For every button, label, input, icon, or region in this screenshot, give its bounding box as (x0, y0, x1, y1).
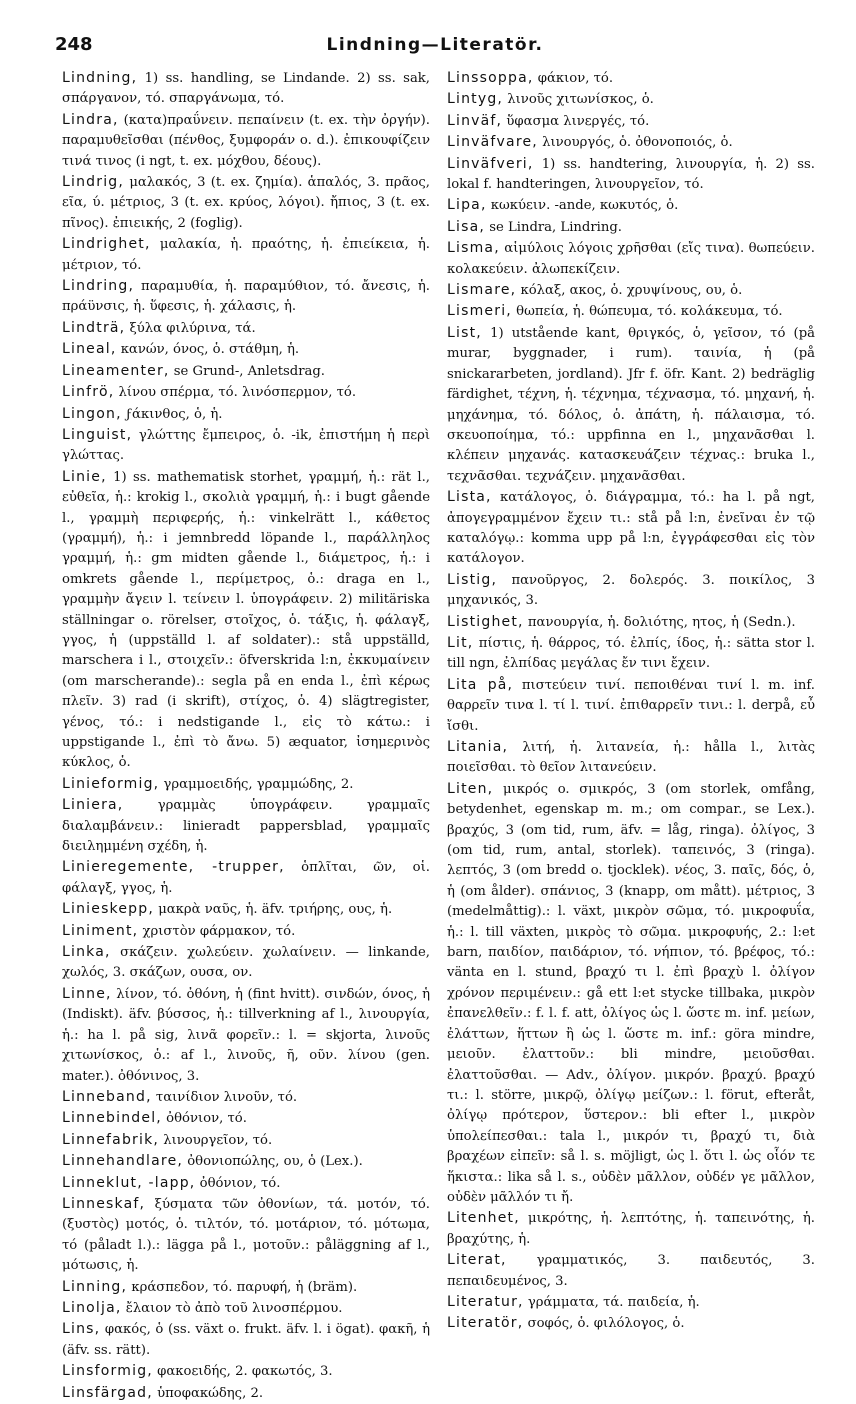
entry-headword: Literatur, (447, 1293, 524, 1310)
entry-headword: Listig, (447, 571, 498, 588)
entry-definition: φακός, ὁ (ss. växt o. frukt. äfv. l. i ögat). φακῆ, ἡ (äfv. ss. rätt). (62, 1322, 430, 1358)
entry-definition: ἔλαιον τὸ ἀπὸ τοῦ λινοσπέρμου. (121, 1300, 343, 1316)
dictionary-entry (62, 318, 430, 339)
dictionary-entry (447, 154, 815, 196)
entry-definition: σκάζειν. χωλεύειν. χωλαίνειν. — linkande, χωλός, 3. σκάζων, ουσα, ον. (62, 945, 430, 981)
dictionary-entry (62, 1108, 430, 1129)
entry-definition: se Grund-, Anletsdrag. (169, 363, 326, 379)
entry-headword: List, (447, 324, 482, 341)
entry-definition: γράμματα, τά. παιδεία, ἡ. (523, 1294, 700, 1310)
dictionary-entry (62, 339, 430, 360)
entry-headword: Linieskepp, (62, 901, 155, 918)
dictionary-entry (62, 1194, 430, 1277)
dictionary-entry (62, 1173, 430, 1194)
entry-definition: (κατα)πραΰνειν. πεπαίνειν (t. ex. τὴν ὀργήν). παραμυθεῖσθαι (πένθος, ξυμφοράν o. d.). ἐπικουφίζειν τινά τινος (i ngt, t. ex. μόχθου, δέους). (62, 112, 430, 169)
entry-definition: λινουργός, ὁ. ὀθονοποιός, ὁ. (537, 135, 733, 151)
entry-headword: Literat, (447, 1252, 507, 1269)
dictionary-entry (62, 774, 430, 795)
entry-definition: μακρὰ ναῦς, ἡ. äfv. τριήρης, ους, ἡ. (154, 902, 393, 918)
entry-headword: Liten, (447, 780, 494, 797)
dictionary-entry (447, 89, 815, 110)
running-head: Lindning—Literatör. (326, 35, 544, 55)
dictionary-entry (62, 1361, 430, 1382)
entry-headword: Lisa, (447, 218, 486, 235)
entry-definition: λίνον, τό. ὀθόνη, ἡ (fint hvitt). σινδών, όνος, ἡ (Indiskt). äfv. βύσσος, ἡ.: tillverkning af l., λινουργία, ἡ.: ha l. på sig, λινᾶ φορεῖν.: l. = skjorta, λινοῦς χιτωνίσκος, ὁ.: af l., λινοῦς, ῆ, οῦν. λίνου (gen. mater.). ὀθόνινος, 3. (62, 986, 430, 1084)
entry-headword: Lindning, (62, 70, 138, 86)
entry-headword: Lipa, (447, 197, 487, 214)
entry-headword: Linka, (62, 944, 111, 961)
entry-headword: Linnefabrik, (62, 1131, 160, 1148)
entry-definition: θωπεία, ἡ. θώπευμα, τό. κολάκευμα, τό. (511, 304, 783, 320)
entry-headword: Linneband, (62, 1088, 152, 1105)
dictionary-entry (62, 234, 430, 276)
entry-headword: Lindrig, (62, 174, 125, 191)
page-number: 248 (55, 34, 93, 55)
entry-definition: κωκύειν. -ande, κωκυτός, ὁ. (486, 198, 679, 214)
dictionary-entry (62, 276, 430, 318)
entry-definition: πανουργία, ἡ. δολιότης, ητος, ἡ (Sedn.). (523, 614, 796, 630)
entry-headword: Lindra, (62, 111, 119, 128)
dictionary-entry (447, 487, 815, 570)
entry-headword: Lisma, (447, 240, 500, 257)
dictionary-entry (62, 1151, 430, 1172)
dictionary-entry (447, 323, 815, 487)
entry-definition: αἱμύλοις λόγοις χρῆσθαι (εἴς τινα). θωπεύειν. κολακεύειν. ἀλωπεκίζειν. (447, 241, 815, 277)
entry-headword: Linning, (62, 1278, 128, 1295)
entry-definition: ξύσματα τῶν ὀθονίων, τά. μοτόν, τό. (ξυστὸς) μοτός, ὁ. τιλτόν, τό. μοτάριον, τό. μότωμα, τό (påladt l.).: lägga på l., μοτοῦν.: påläggning af l., μότωσις, ἡ. (62, 1196, 430, 1274)
entry-headword: Linieformig, (62, 775, 160, 792)
entry-definition: 1) utstående kant, θριγκός, ὁ, γεῖσον, τό (på murar, byggnader, i rum). ταινία, ἡ (på snickararbeten, jordland). Jfr f. öfr. Kant. 2) bedräglig färdighet, τέχνη, ἡ. τέχνημα, τέχνασμα, τό. μηχανή, ἡ. μηχάνημα, τό. δόλος, ὁ. ἀπάτη, ἡ. πάλαισμα, τό. σκευοποίημα, τό.: uppfinna en l., μηχανᾶσθαι l. κλέπειν μηχανάς. κατασκευάζειν τέχνας.: bruka l., τεχνᾶσθαι. τεχνάζειν. μηχανᾶσθαι. (447, 325, 815, 484)
dictionary-entry (447, 1313, 815, 1334)
entry-definition: λίνου σπέρμα, τό. λινόσπερμον, τό. (114, 385, 357, 401)
entry-headword: Linneskaf, (62, 1195, 146, 1212)
entry-definition: πανοῦργος, 2. δολερός. 3. ποικίλος, 3 μηχανικός, 3. (447, 572, 815, 609)
entry-headword: Litania, (447, 739, 509, 755)
entry-definition: ὀθόνιον, τό. (195, 1175, 281, 1191)
entry-definition: γραμμὰς ὑπογράφειν. γραμμαῖς διαλαμβάνειν.: linieradt pappersblad, γραμμαῖς διειλημμένη σχέδη, ἡ. (62, 798, 430, 855)
entry-definition: γραμμοειδής, γραμμώδης, 2. (159, 776, 354, 792)
entry-definition: 1) ss. handtering, λινουργία, ἡ. 2) ss. lokal f. handteringen, λινουργεῖον, τό. (447, 156, 815, 193)
dictionary-entry (62, 382, 430, 403)
page-header (55, 34, 815, 58)
entry-definition: φακοειδής, 2. φακωτός, 3. (152, 1364, 333, 1380)
entry-headword: Literatör, (447, 1315, 524, 1332)
entry-definition: ὀθόνιον, τό. (161, 1111, 247, 1127)
dictionary-entry (447, 217, 815, 238)
entry-definition: ὀθονιοπώλης, ου, ὁ (Lex.). (183, 1154, 363, 1170)
dictionary-entry (62, 467, 430, 774)
entry-headword: Lismeri, (447, 303, 512, 320)
entry-definition: κατάλογος, ὁ. διάγραμμα, τό.: ha l. på ngt, ἀπογεγραμμένον ἔχειν τι.: stå på l:n, ἐνεῖναι ἐν τῷ καταλόγῳ.: komma upp på l:n, ἐγγράφεσθαι εἰς τὸν κατάλογον. (447, 490, 815, 567)
entry-headword: Linnebindel, (62, 1110, 162, 1127)
dictionary-entry (62, 1319, 430, 1361)
dictionary-entry (62, 110, 430, 172)
entry-definition: πίστις, ἡ. θάρρος, τό. ἐλπίς, ίδος, ἡ.: sätta stor l. till ngn, ἐλπίδας μεγάλας ἔν τινι ἔχειν. (447, 635, 815, 672)
dictionary-entry (62, 984, 430, 1087)
entry-headword: Linfrö, (62, 384, 115, 401)
dictionary-entry (62, 425, 430, 467)
entry-headword: Linie, (62, 468, 107, 485)
entry-headword: Listighet, (447, 613, 524, 630)
entry-definition: γραμματικός, 3. παιδευτός, 3. πεπαιδευμένος, 3. (447, 1253, 815, 1289)
entry-headword: Linolja, (62, 1299, 122, 1316)
entry-definition: μικρός o. σμικρός, 3 (om storlek, omfång, betydenhet, egenskap m. m.; om compar., se Lex.). βραχύς, 3 (om tid, rum, äfv. = låg, ringa). ὀλίγος, 3 (om tid, rum, antal, storlek). ταπεινός, 3 (ringa). λεπτός, 3 (om bredd o. tjocklek). νέος, 3. παῖς, δός, ὁ, ἡ (om ålder). σπάνιος, 3 (knapp, om mått). μέτριος, 3 (medelmåttig).: l. växt, μικρὸν σῶμα, τό. μικροφυΐα, ἡ.: l. till växten, μικρὸς τὸ σῶμα. μικροφυής, 2.: l:et barn, παιδίον, παιδάριον, τό. νήπιον, τό. βρέφος, τό.: vänta en l. stund, βραχύ τι l. ἐπὶ βραχὺ l. ὀλίγον χρόνον περιμένειν.: gå ett l:et stycke tillbaka, μικρὸν ἐπανελθεῖν.: f. l. f. att, ὀλίγος ὡς l. ὥστε m. inf. μείων, ἐλάττων, ἥττων ἢ ὡς l. ὥστε m. inf.: göra mindre, μειοῦν. ἐλαττοῦν.: bli mindre, μειοῦσθαι. ἐλαττοῦσθαι. — Adv., ὀλίγον. μικρόν. βραχύ. βραχύ τι.: l. större, μικρῷ, ὀλίγῳ μείζων.: l. förut, efteråt, ὀλίγῳ πρότερον, ὕστερον.: bli efter l., μικρὸν ὑπολείπεσθαι.: tala l., μικρόν τι, βραχύ τι, διὰ βραχέων εἰπεῖν: så l. s. möjligt, ὡς l. ὅτι l. ὡς οἷόν τε ἥκιστα.: lika så l. s., οὐδὲν μᾶλλον, οὐδέν γε μᾶλλον, οὐδὲν μᾶλλόν τι ἤ. (447, 781, 815, 1205)
entry-definition: μαλακία, ἡ. πραότης, ἡ. ἐπιείκεια, ἡ. μέτριον, τό. (62, 237, 430, 273)
entry-definition: πιστεύειν τινί. πεποιθέναι τινί l. m. inf. θαρρεῖν τινα l. τί l. τινί. ἐπιθαρρεῖν τινι.: l. derpå, εὖ ἴσθι. (447, 677, 815, 734)
dictionary-entry (447, 238, 815, 280)
dictionary-entry (447, 570, 815, 612)
left-column (62, 68, 430, 1401)
entry-definition: 1) ss. mathematisk storhet, γραμμή, ἡ.: rät l., εὐθεῖα, ἡ.: krokig l., σκολιὰ γραμμή, ἡ.: i bugt gående l., γραμμὴ περιφερής, ἡ.: vinkelrätt l., κάθετος (γραμμή), ἡ.: i jemnbredd löpande l., παράλληλος γραμμή, ἡ.: gm midten gående l., διάμετρος, ἡ.: i omkrets gående l., περίμετρος, ὁ.: draga en l., γραμμὴν ἄγειν l. τείνειν l. ὑπογράφειν. 2) militäriska ställningar o. rörelser, στοῖχος, ὁ. τάξις, ἡ. φάλαγξ, γγος, ἡ (uppställd l. af soldater).: stå uppställd, marschera i l., στοιχεῖν.: öfverskrida l:n, ἐκκυμαίνειν (om marscherande).: segla på en enda l., ἐπὶ κέρως πλεῖν. 3) rad (i skrift), στίχος, ὁ. 4) slägtregister, γένος, τό.: i nedstigande l., εἰς τὸ κάτω.: i uppstigande l., ἐπὶ τὸ ἄνω. 5) æquator, ἰσημερινὸς κύκλος, ὁ. (62, 469, 430, 771)
entry-headword: Litenhet, (447, 1210, 520, 1227)
dictionary-entry (447, 675, 815, 737)
entry-headword: Linneklut, -lapp, (62, 1174, 196, 1191)
entry-headword: Lit, (447, 634, 474, 651)
dictionary-entry (447, 301, 815, 322)
entry-headword: Lintyg, (447, 91, 504, 108)
entry-headword: Lindrighet, (62, 236, 151, 253)
entry-headword: Linne, (62, 985, 112, 1002)
entry-definition: μαλακός, 3 (t. ex. ζημία). ἁπαλός, 3. πρᾶος, εῖα, ύ. μέτριος, 3 (t. ex. κρύος, λόγοι). ἤπιος, 3 (t. ex. πῖνος). ἐπιεικής, 2 (foglig). (62, 175, 430, 231)
entry-definition: se Lindra, Lindring. (485, 219, 622, 235)
dictionary-entry (447, 1208, 815, 1250)
entry-definition: ταινίδιον λινοῦν, τό. (151, 1089, 298, 1105)
entry-definition: ὕφασμα λινεργές, τό. (502, 113, 650, 129)
entry-definition: ὁπλῖται, ῶν, οἱ. φάλαγξ, γγος, ἡ. (62, 860, 430, 896)
entry-definition: λιτή, ἡ. λιτανεία, ἡ.: hålla l., λιτὰς ποιεῖσθαι. τὸ θεῖον λιτανεύειν. (447, 740, 815, 776)
dictionary-entry (62, 857, 430, 899)
dictionary-entry (447, 779, 815, 1209)
entry-headword: Lins, (62, 1321, 101, 1338)
entry-definition: παραμυθία, ἡ. παραμύθιον, τό. ἄνεσις, ἡ. πράϋνσις, ἡ. ὕφεσις, ἡ. χάλασις, ἡ. (62, 279, 430, 315)
entry-definition: κράσπεδον, τό. παρυφή, ἡ (bräm). (127, 1279, 358, 1295)
entry-headword: Linväfvare, (447, 134, 538, 151)
entry-headword: Lita på, (447, 676, 514, 693)
entry-definition: ϝάκινθος, ὁ, ἡ. (121, 406, 223, 422)
entry-definition: γλώττης ἔμπειρος, ὁ. -ik, ἐπιστήμη ἡ περὶ γλώττας. (62, 427, 430, 464)
entry-headword: Lingon, (62, 405, 122, 422)
dictionary-entry (447, 737, 815, 779)
entry-headword: Linsformig, (62, 1363, 153, 1380)
entry-definition: λινουργεῖον, τό. (159, 1132, 273, 1148)
dictionary-entry (447, 1250, 815, 1292)
entry-definition: κανών, όνος, ὁ. στάθμη, ἡ. (116, 342, 300, 358)
entry-headword: Linsfärgad, (62, 1384, 153, 1401)
dictionary-entry (62, 404, 430, 425)
dictionary-entry (62, 68, 430, 110)
dictionary-entry (447, 132, 815, 153)
entry-headword: Linnehandlare, (62, 1153, 184, 1170)
entry-definition: ὑποφακώδης, 2. (152, 1385, 264, 1401)
entry-headword: Lineal, (62, 341, 117, 358)
dictionary-entry (62, 921, 430, 942)
entry-definition: μικρότης, ἡ. λεπτότης, ἡ. ταπεινότης, ἡ. βραχύτης, ἡ. (447, 1211, 815, 1247)
dictionary-entry (62, 172, 430, 234)
entry-definition: ξύλα φιλύρινα, τά. (125, 320, 256, 336)
dictionary-entry (447, 195, 815, 216)
entry-headword: Liniment, (62, 922, 139, 939)
entry-definition: χριστὸν φάρμακον, τό. (138, 923, 296, 939)
entry-headword: Lindring, (62, 278, 135, 295)
entry-headword: Lista, (447, 489, 492, 506)
dictionary-entry (447, 280, 815, 301)
dictionary-entry (62, 361, 430, 382)
entry-headword: Linväf, (447, 112, 503, 129)
dictionary-entry (447, 633, 815, 675)
entry-definition: κόλαξ, ακος, ὁ. χρυψίνους, ου, ὁ. (516, 283, 743, 299)
entry-headword: Linguist, (62, 426, 133, 443)
entry-headword: Lineamenter, (62, 362, 170, 379)
entry-definition: λινοῦς χιτωνίσκος, ὁ. (503, 92, 654, 108)
dictionary-entry (447, 612, 815, 633)
entry-definition: φάκιον, τό. (533, 71, 614, 86)
dictionary-entry (62, 795, 430, 857)
dictionary-entry (62, 942, 430, 984)
entry-headword: Linväfveri, (447, 155, 534, 172)
entry-headword: Lismare, (447, 282, 517, 299)
dictionary-entry (62, 1298, 430, 1319)
dictionary-entry (447, 68, 815, 89)
entry-definition: 1) ss. handling, se Lindande. 2) ss. sak, σπάργανον, τό. σπαργάνωμα, τό. (62, 71, 430, 107)
entry-headword: Linieregemente, -trupper, (62, 859, 285, 876)
dictionary-entry (447, 1292, 815, 1313)
entry-headword: Lindträ, (62, 319, 126, 336)
entry-headword: Linssoppa, (447, 70, 534, 86)
dictionary-entry (447, 111, 815, 132)
entry-definition: σοφός, ὁ. φιλόλογος, ὁ. (523, 1316, 685, 1332)
dictionary-entry (62, 1130, 430, 1151)
dictionary-entry (62, 1277, 430, 1298)
dictionary-entry (62, 1383, 430, 1404)
dictionary-entry (62, 1087, 430, 1108)
entry-headword: Liniera, (62, 797, 124, 814)
dictionary-entry (62, 899, 430, 920)
right-column (447, 68, 815, 1332)
